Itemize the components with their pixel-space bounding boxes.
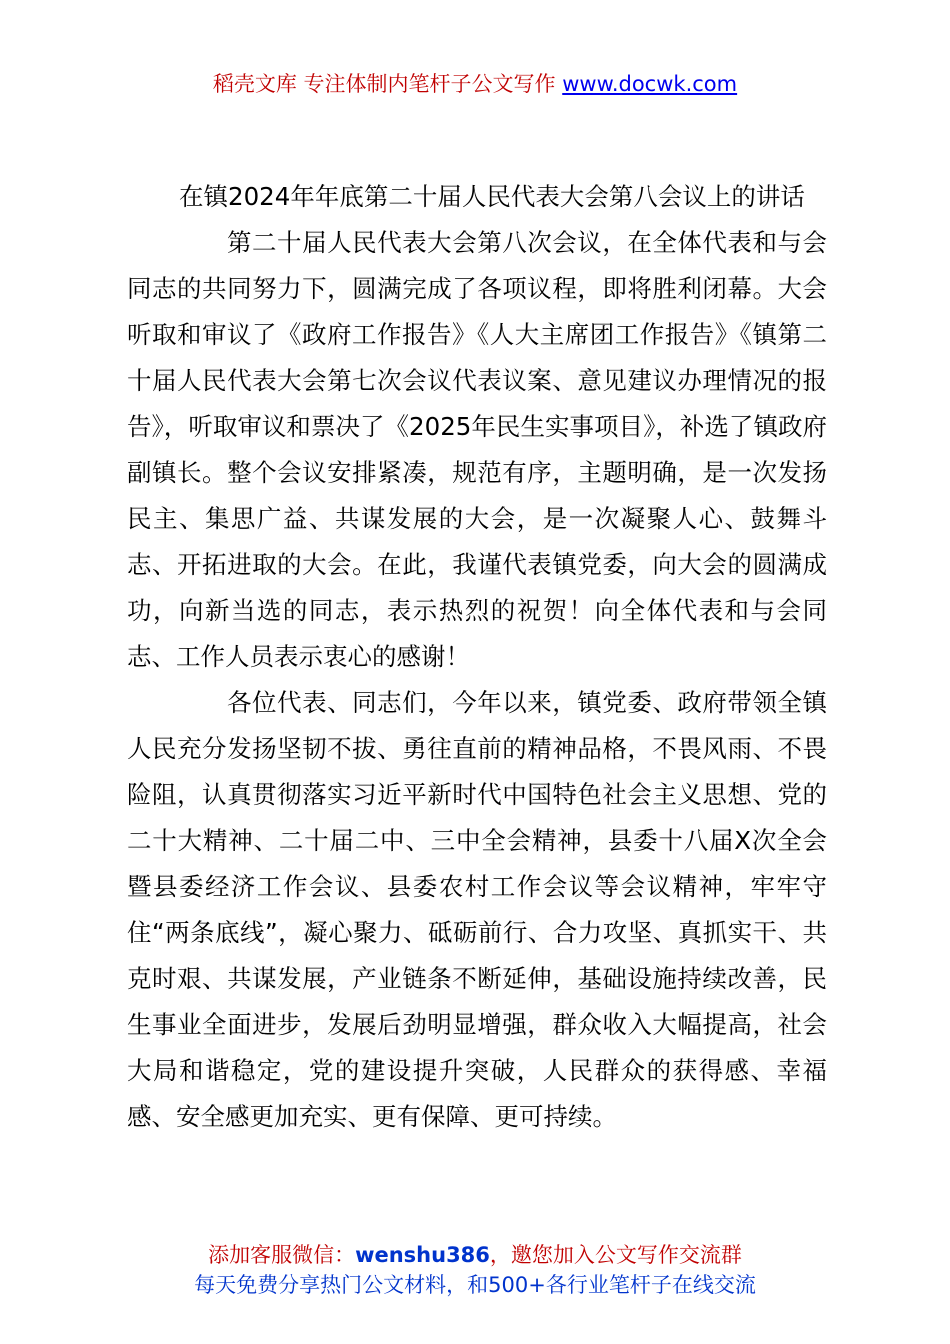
document-body (127, 174, 827, 1140)
footer-line-2: 每天免费分享热门公文材料，和500+各行业笔杆子在线交流 (194, 1273, 756, 1297)
footer-line-1 (0, 1240, 950, 1270)
header-slogan: 稻壳文库 专注体制内笔杆子公文写作 (212, 72, 563, 96)
site-link[interactable]: www.docwk.com (562, 72, 738, 96)
watermark-header (0, 70, 950, 98)
footer-wechat-suffix: ，邀您加入公文写作交流群 (489, 1243, 742, 1267)
promo-footer (0, 1240, 950, 1300)
document-title: 在镇2024年年底第二十届人民代表大会第八会议上的讲话 (179, 182, 805, 211)
paragraph-1: 第二十届人民代表大会第八次会议，在全体代表和与会同志的共同努力下，圆满完成了各项议程，即将胜利闭幕。大会听取和审议了《政府工作报告》《人大主席团工作报告》《镇第二十届人民代表大会第七次会议代表议案、意见建议办理情况的报告》，听取审议和票决了《2025年民生实事项目》，补选了镇政府副镇长。整个会议安排紧凑，规范有序，主题明确，是一次发扬民主、集思广益、共谋发展的大会，是一次凝聚人心、鼓舞斗志、开拓进取的大会。在此，我谨代表镇党委，向大会的圆满成功，向新当选的同志，表示热烈的祝贺！向全体代表和与会同志、工作人员表示衷心的感谢！ (127, 228, 827, 671)
footer-wechat-prefix: 添加客服微信： (208, 1243, 356, 1267)
paragraph-2: 各位代表、同志们，今年以来，镇党委、政府带领全镇人民充分发扬坚韧不拔、勇往直前的精神品格，不畏风雨、不畏险阻，认真贯彻落实习近平新时代中国特色社会主义思想、党的二十大精神、二十届二中、三中全会精神，县委十八届X次全会暨县委经济工作会议、县委农村工作会议等会议精神，牢牢守住“两条底线”，凝心聚力、砥砺前行、合力攻坚、真抓实干、共克时艰、共谋发展，产业链条不断延伸，基础设施持续改善，民生事业全面进步，发展后劲明显增强，群众收入大幅提高，社会大局和谐稳定，党的建设提升突破，人民群众的获得感、幸福感、安全感更加充实、更有保障、更可持续。 (127, 688, 827, 1131)
footer-wechat-id: wenshu386 (355, 1243, 490, 1267)
